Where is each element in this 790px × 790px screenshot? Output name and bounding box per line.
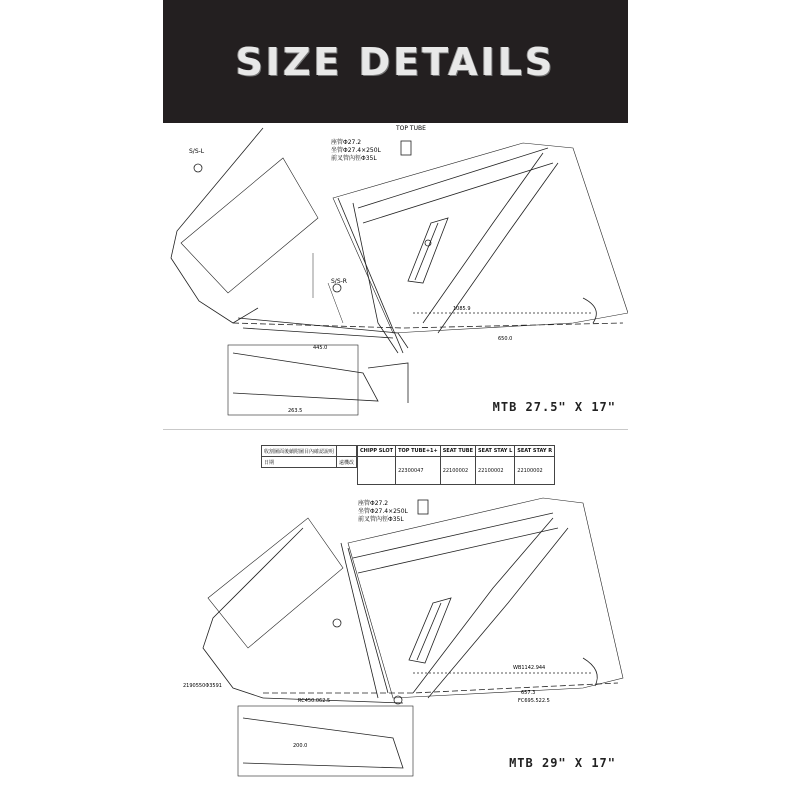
length-200: 200.0 <box>293 743 308 749</box>
frame-drawing-2 <box>163 488 628 790</box>
bottom-dim: 2190550Φ3591 <box>183 683 222 689</box>
parts-header: SEAT STAY R <box>515 446 555 457</box>
notes-cell <box>337 446 357 457</box>
parts-code: 22100002 <box>440 457 475 485</box>
length-263: 263.5 <box>288 408 303 414</box>
rc-dim: RC450.062.5 <box>298 698 331 704</box>
seatpost-spec: 座管Φ27.2 <box>358 500 389 507</box>
parts-header: SEAT STAY L <box>476 446 515 457</box>
seatpost-spec-3: 前叉管內徑Φ35L <box>358 516 404 523</box>
top-tube-label: TOP TUBE <box>396 125 426 132</box>
notes-cell: 收割圖面後續附圖目內確認說明 <box>262 446 337 457</box>
parts-code: 22300047 <box>396 457 441 485</box>
ss-r-label: S/S-R <box>331 278 347 285</box>
drawing-mtb-29 <box>163 488 628 790</box>
notes-cell: 遠機改 <box>337 457 357 468</box>
drawing-mtb-275 <box>163 123 628 428</box>
page <box>163 0 628 790</box>
parts-header: SEAT TUBE <box>440 446 475 457</box>
chainstay-dim: 445.0 <box>313 345 328 351</box>
fc-dim: FC695.522.5 <box>518 698 550 704</box>
seatpost-spec: 座管Φ27.2 <box>331 139 362 146</box>
model-label-2: MTB 29" X 17" <box>509 756 616 770</box>
parts-code: 22100002 <box>515 457 555 485</box>
parts-header: TOP TUBE+1+ <box>396 446 441 457</box>
notes-cell: 日期 <box>262 457 337 468</box>
notes-table <box>261 445 357 468</box>
header-banner <box>163 0 628 123</box>
model-label-1: MTB 27.5" X 17" <box>492 400 616 414</box>
wheelbase-dim: 1085.9 <box>453 306 471 312</box>
parts-code <box>358 457 396 485</box>
length-657: 657.3 <box>521 690 536 696</box>
seatpost-spec-2: 坐管Φ27.4×250L <box>358 508 408 515</box>
page-title: SIZE DETAILS <box>235 39 556 84</box>
seatpost-spec-2: 坐管Φ27.4×250L <box>331 147 381 154</box>
frame-drawing-1 <box>163 123 628 428</box>
parts-table <box>357 445 555 485</box>
divider <box>163 429 628 430</box>
wheelbase-dim: WB1142.944 <box>513 665 546 671</box>
parts-code: 22100002 <box>476 457 515 485</box>
length-650: 650.0 <box>498 336 513 342</box>
parts-header: CHIPP SLOT <box>358 446 396 457</box>
seatpost-spec-3: 前叉管內徑Φ35L <box>331 155 377 162</box>
ss-l-label: S/S-L <box>189 148 205 155</box>
